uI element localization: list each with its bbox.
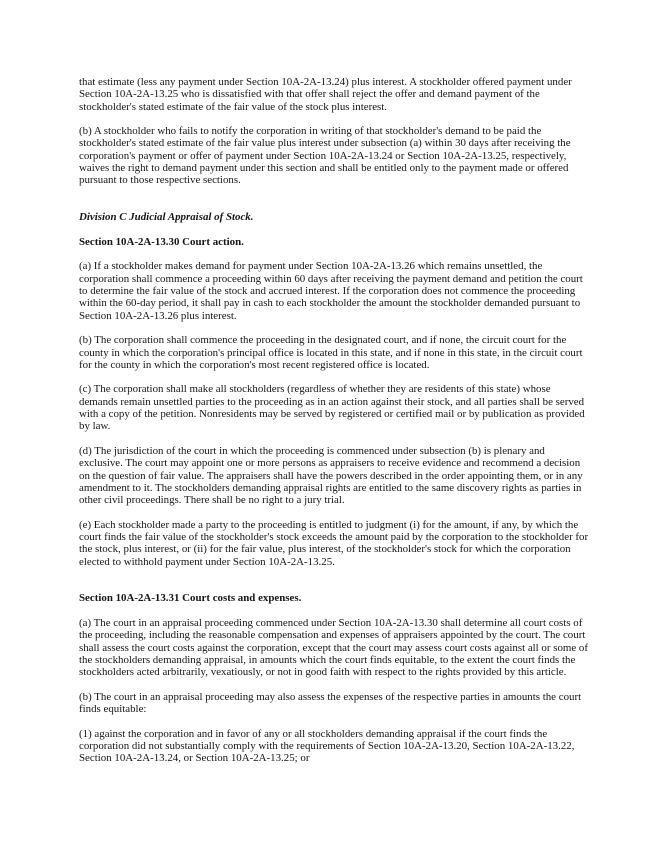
section-heading: Section 10A-2A-13.30 Court action.	[79, 235, 244, 248]
paragraph: (a) The court in an appraisal proceeding commenced under Section 10A-2A-13.30 shall determine all court costs of the proceeding, including the reasonable compensation and expenses of appraisers appointed by the court. The court shall assess the court costs against the corporation, except that the court may assess court costs against all or some of the stockholders demanding appraisal, in amounts which the court finds equitable, to the extent the court finds the stockholders acted arbitrarily, vexatiously, or not in good faith with respect to the rights provided by this article.	[79, 617, 589, 679]
paragraph: (e) Each stockholder made a party to the proceeding is entitled to judgment (i) for the amount, if any, by which the court finds the fair value of the stockholder's stock exceeds the amount paid by the corporation to the stockholder for the stock, plus interest, or (ii) for the fair value, plus interest, of the stockholder's stock for which the corporation elected to withhold payment under Section 10A-2A-13.25.	[79, 518, 589, 568]
section-heading: Section 10A-2A-13.31 Court costs and expenses.	[79, 592, 302, 605]
text-blocks	[79, 76, 591, 765]
section-heading: Division C Judicial Appraisal of Stock.	[79, 211, 254, 224]
paragraph: (b) The court in an appraisal proceeding may also assess the expenses of the respective parties in amounts the court finds equitable:	[79, 690, 582, 716]
paragraph: (b) A stockholder who fails to notify the corporation in writing of that stockholder's demand to be paid the stockholder's stated estimate of the fair value plus interest under subsection (a) within 30 days after receiving the corporation's payment or offer of payment under Section 10A-2A-13.24 or Section 10A-2A-13.25, respectively, waives the right to demand payment under this section and shall be entitled only to the payment made or offered pursuant to those respective sections.	[79, 125, 571, 187]
paragraph: (a) If a stockholder makes demand for payment under Section 10A-2A-13.26 which remains unsettled, the corporation shall commence a proceeding within 60 days after receiving the payment demand and petition the court to determine the fair value of the stock and accrued interest. If the corporation does not commence the proceeding within the 60-day period, it shall pay in cash to each stockholder the amount the stockholder demanded pursuant to Section 10A-2A-13.26 plus interest.	[79, 260, 583, 322]
paragraph: (b) The corporation shall commence the proceeding in the designated court, and if none, the circuit court for the county in which the corporation's principal office is located in this state, and if none in this state, in the circuit court for the county in which the corporation's most recent registered office is located.	[79, 334, 583, 371]
paragraph: (d) The jurisdiction of the court in which the proceeding is commenced under subsection (b) is plenary and exclusive. The court may appoint one or more persons as appraisers to receive evidence and recommend a decision on the question of fair value. The appraisers shall have the powers described in the order appointing them, or in any amendment to it. The stockholders demanding appraisal rights are entitled to the same discovery rights as parties in other civil proceedings. There shall be no right to a jury trial.	[79, 444, 583, 507]
paragraph: (c) The corporation shall make all stockholders (regardless of whether they are residents of this state) whose demands remain unsettled parties to the proceeding as in an action against their stock, and all parties shall be served with a copy of the petition. Nonresidents may be served by registered or certified mail or by publication as provided by law.	[79, 383, 585, 433]
paragraph: that estimate (less any payment under Section 10A-2A-13.24) plus interest. A stockholder offered payment under Section 10A-2A-13.25 who is dissatisfied with that offer shall reject the offer and demand payment of the stockholder's stated estimate of the fair value of the stock plus interest.	[79, 76, 572, 113]
paragraph: (1) against the corporation and in favor of any or all stockholders demanding appraisal if the court finds the corporation did not substantially comply with the requirements of Section 10A-2A-13.20, Section 10A-2A-13.22, Section 10A-2A-13.24, or Section 10A-2A-13.25; or	[79, 727, 575, 765]
